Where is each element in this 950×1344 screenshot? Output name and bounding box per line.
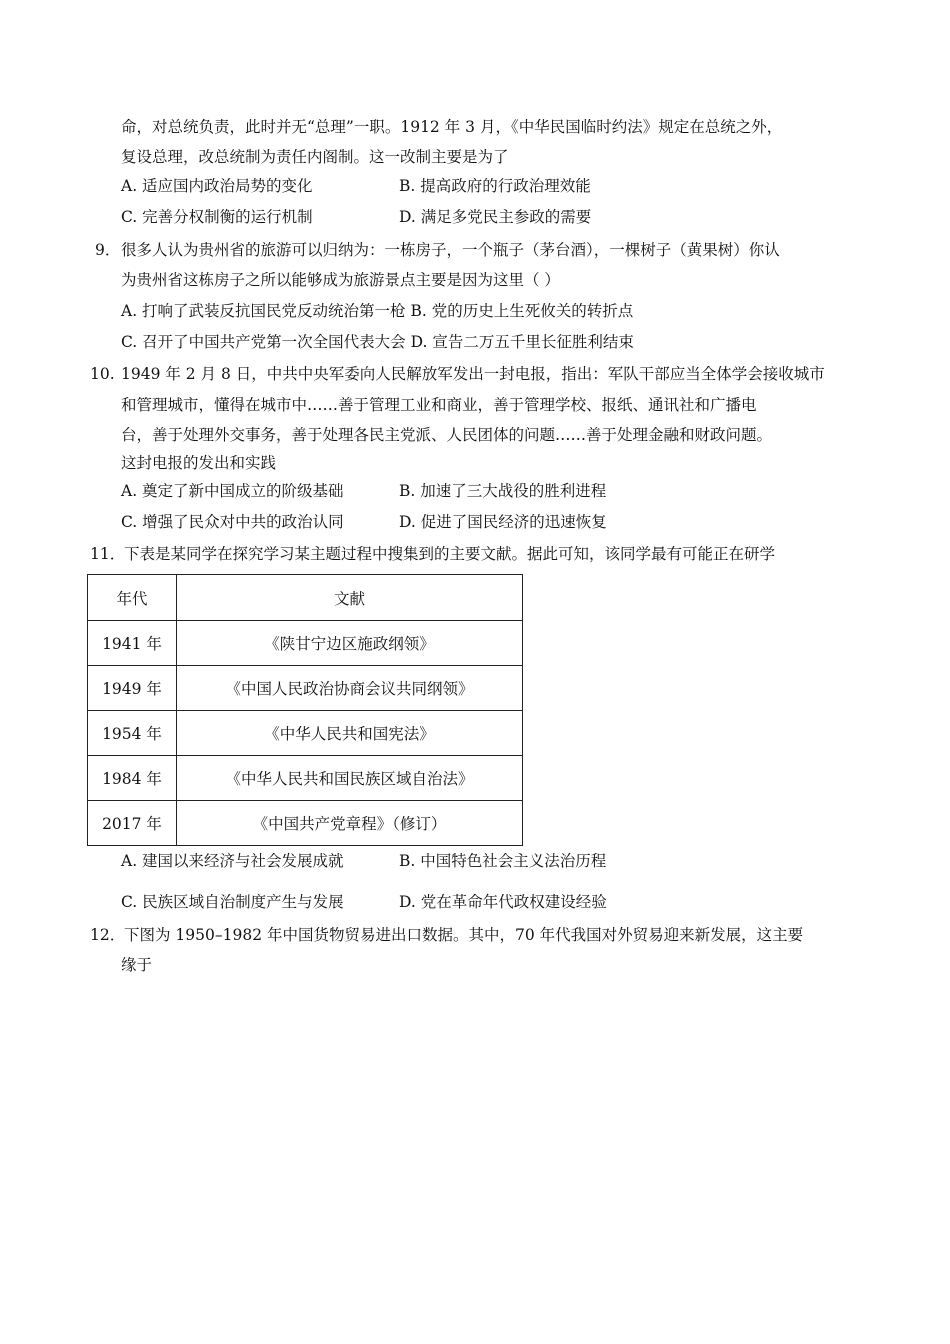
q8-option-c: C. 完善分权制衡的运行机制 (121, 208, 313, 226)
table-row (88, 711, 523, 756)
table-row (88, 666, 523, 711)
q12-stem-line-2: 缘于 (121, 956, 153, 974)
q8-stem-line-1: 命，对总统负责，此时并无“总理”一职。1912 年 3 月，《中华民国临时约法》规定在总统之外， (121, 118, 783, 136)
table-row (88, 801, 523, 846)
q10-stem-line-3: 台，善于处理外交事务，善于处理各民主党派、人民团体的问题……善于处理金融和财政问题。 (121, 426, 773, 444)
q11-literature-table (87, 574, 523, 846)
table-cell-document: 《陕甘宁边区施政纲领》 (177, 621, 523, 666)
q9-stem-line-1: 很多人认为贵州省的旅游可以归纳为：一栋房子，一个瓶子（茅台酒），一棵树子（黄果树）你认 (121, 241, 780, 259)
q9-stem-line-2: 为贵州省这栋房子之所以能够成为旅游景点主要是因为这里（ ） (121, 271, 560, 289)
table-cell-document: 《中国共产党章程》（修订） (177, 801, 523, 846)
table-header-row (88, 575, 523, 621)
table-cell-year: 2017 年 (88, 801, 177, 846)
q8-option-a: A. 适应国内政治局势的变化 (121, 177, 313, 195)
table-cell-document: 《中国人民政治协商会议共同纲领》 (177, 666, 523, 711)
q10-option-a: A. 奠定了新中国成立的阶级基础 (121, 482, 344, 500)
q11-option-b: B. 中国特色社会主义法治历程 (399, 852, 607, 870)
q11-option-a: A. 建国以来经济与社会发展成就 (121, 852, 344, 870)
q10-option-b: B. 加速了三大战役的胜利进程 (399, 482, 607, 500)
q9-options-row-2: C. 召开了中国共产党第一次全国代表大会 D. 宣告二万五千里长征胜利结束 (121, 333, 634, 351)
q10-stem-line-4: 这封电报的发出和实践 (121, 454, 277, 472)
table-cell-document: 《中华人民共和国宪法》 (177, 711, 523, 756)
q8-option-b: B. 提高政府的行政治理效能 (399, 177, 591, 195)
q11-number: 11． (90, 545, 126, 563)
table-row (88, 756, 523, 801)
q10-option-c: C. 增强了民众对中共的政治认同 (121, 513, 344, 531)
q10-number: 10. (90, 365, 115, 383)
table-cell-document: 《中华人民共和国民族区域自治法》 (177, 756, 523, 801)
q10-option-d: D. 促进了国民经济的迅速恢复 (399, 513, 607, 531)
q10-stem-line-1: 1949 年 2 月 8 日，中共中央军委向人民解放军发出一封电报，指出：军队干部应当全体学会接收城市 (121, 365, 825, 383)
q8-option-d: D. 满足多党民主参政的需要 (399, 208, 592, 226)
table-header-document: 文献 (177, 575, 523, 621)
q12-stem-line-1: 下图为 1950–1982 年中国货物贸易进出口数据。其中，70 年代我国对外贸易迎来新发展，这主要 (124, 926, 804, 944)
table-cell-year: 1949 年 (88, 666, 177, 711)
q11-stem-line-1: 下表是某同学在探究学习某主题过程中搜集到的主要文献。据此可知，该同学最有可能正在研学 (124, 545, 776, 563)
q10-stem-line-2: 和管理城市，懂得在城市中……善于管理工业和商业，善于管理学校、报纸、通讯社和广播电 (121, 396, 757, 414)
q8-stem-line-2: 复设总理，改总统制为责任内阁制。这一改制主要是为了 (121, 148, 509, 166)
q11-option-c: C. 民族区域自治制度产生与发展 (121, 893, 344, 911)
q11-option-d: D. 党在革命年代政权建设经验 (399, 893, 607, 911)
table-row (88, 621, 523, 666)
table-cell-year: 1941 年 (88, 621, 177, 666)
table-cell-year: 1954 年 (88, 711, 177, 756)
table-header-era: 年代 (88, 575, 177, 621)
q9-number: 9． (95, 241, 121, 259)
q9-options-row-1: A. 打响了武装反抗国民党反动统治第一枪 B. 党的历史上生死攸关的转折点 (121, 302, 634, 320)
q12-number: 12． (90, 926, 126, 944)
table-cell-year: 1984 年 (88, 756, 177, 801)
